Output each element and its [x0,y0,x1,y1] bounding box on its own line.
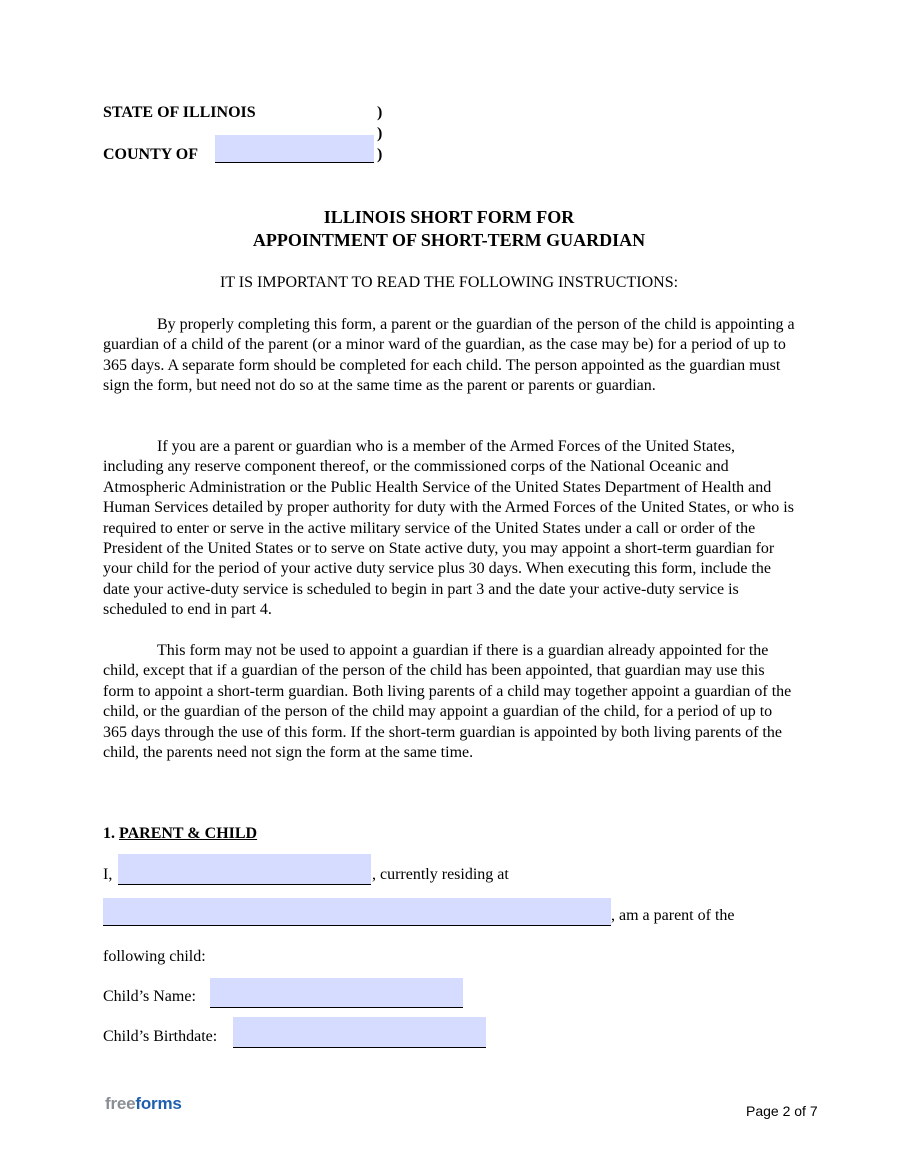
i-label: I, [103,866,113,883]
instruction-paragraph-1 [103,315,797,397]
child-birthdate-label: Child’s Birthdate: [103,1028,218,1045]
residing-label: , currently residing at [372,866,509,883]
instruction-paragraph-2-text: If you are a parent or guardian who is a member of the Armed Forces of the United States, including any reserve component thereof, or the commissioned corps of the National Oceanic and Atmospheric Administration or the Public Health Service of the United States Department of Health and Human Services detailed by proper authority for duty with the Armed Forces of the United States, or who is required to enter or serve in the active military service of the United States under a call or order of the President of the United States or to serve on State active duty, you may appoint a short-term guardian for your child for the period of your active duty service plus 30 days. When executing this form, include the date your active-duty service is scheduled to begin in part 3 and the date your active-duty service is scheduled to end in part 4. [103,438,794,619]
instruction-paragraph-1-text: By properly completing this form, a parent or the guardian of the person of the child is appointing a guardian of a child of the parent (or a minor ward of the guardian, as the case may be) for a period of up to 365 days. A separate form should be completed for each child. The person appointed as the guardian must sign the form, but need not do so at the same time as the parent or parents or guardian. [103,316,795,395]
parent-name-field[interactable] [118,854,371,885]
logo-forms-text: forms [135,1094,182,1113]
paren-3: ) [377,146,383,163]
title-line-2: APPOINTMENT OF SHORT-TERM GUARDIAN [252,230,646,250]
logo-free-text: free [105,1094,136,1113]
child-birthdate-field[interactable] [233,1017,486,1048]
section-1-heading [103,825,257,843]
address-field[interactable] [103,898,611,926]
section-1-title: PARENT & CHILD [119,825,258,842]
page-number: Page 2 of 7 [746,1103,818,1119]
county-field[interactable] [215,135,374,163]
child-name-field[interactable] [210,978,463,1008]
state-label: STATE OF ILLINOIS [103,104,256,121]
county-label: COUNTY OF [103,146,198,163]
instruction-paragraph-3-text: This form may not be used to appoint a guardian if there is a guardian already appointed for the child, except that if a guardian of the person of the child has been appointed, that guardian may use this form to appoint a short-term guardian. Both living parents of a child may together appoint a guardian of the child, or the guardian of the person of the child may appoint a guardian of the child, for a period of up to 365 days through the use of this form. If the short-term guardian is appointed by both living parents of the child, the parents need not sign the form at the same time. [103,642,792,762]
instruction-paragraph-2 [103,437,797,621]
section-1-number: 1. [103,825,119,842]
following-child-label: following child: [103,948,206,965]
instructions-heading: IT IS IMPORTANT TO READ THE FOLLOWING INSTRUCTIONS: [219,274,679,291]
paren-2: ) [377,125,383,142]
freeforms-logo [105,1094,182,1114]
instruction-paragraph-3 [103,641,797,763]
title-line-1: ILLINOIS SHORT FORM FOR [323,207,575,227]
child-name-label: Child’s Name: [103,988,196,1005]
paren-1: ) [377,104,383,121]
parent-of-label: , am a parent of the [611,907,735,924]
